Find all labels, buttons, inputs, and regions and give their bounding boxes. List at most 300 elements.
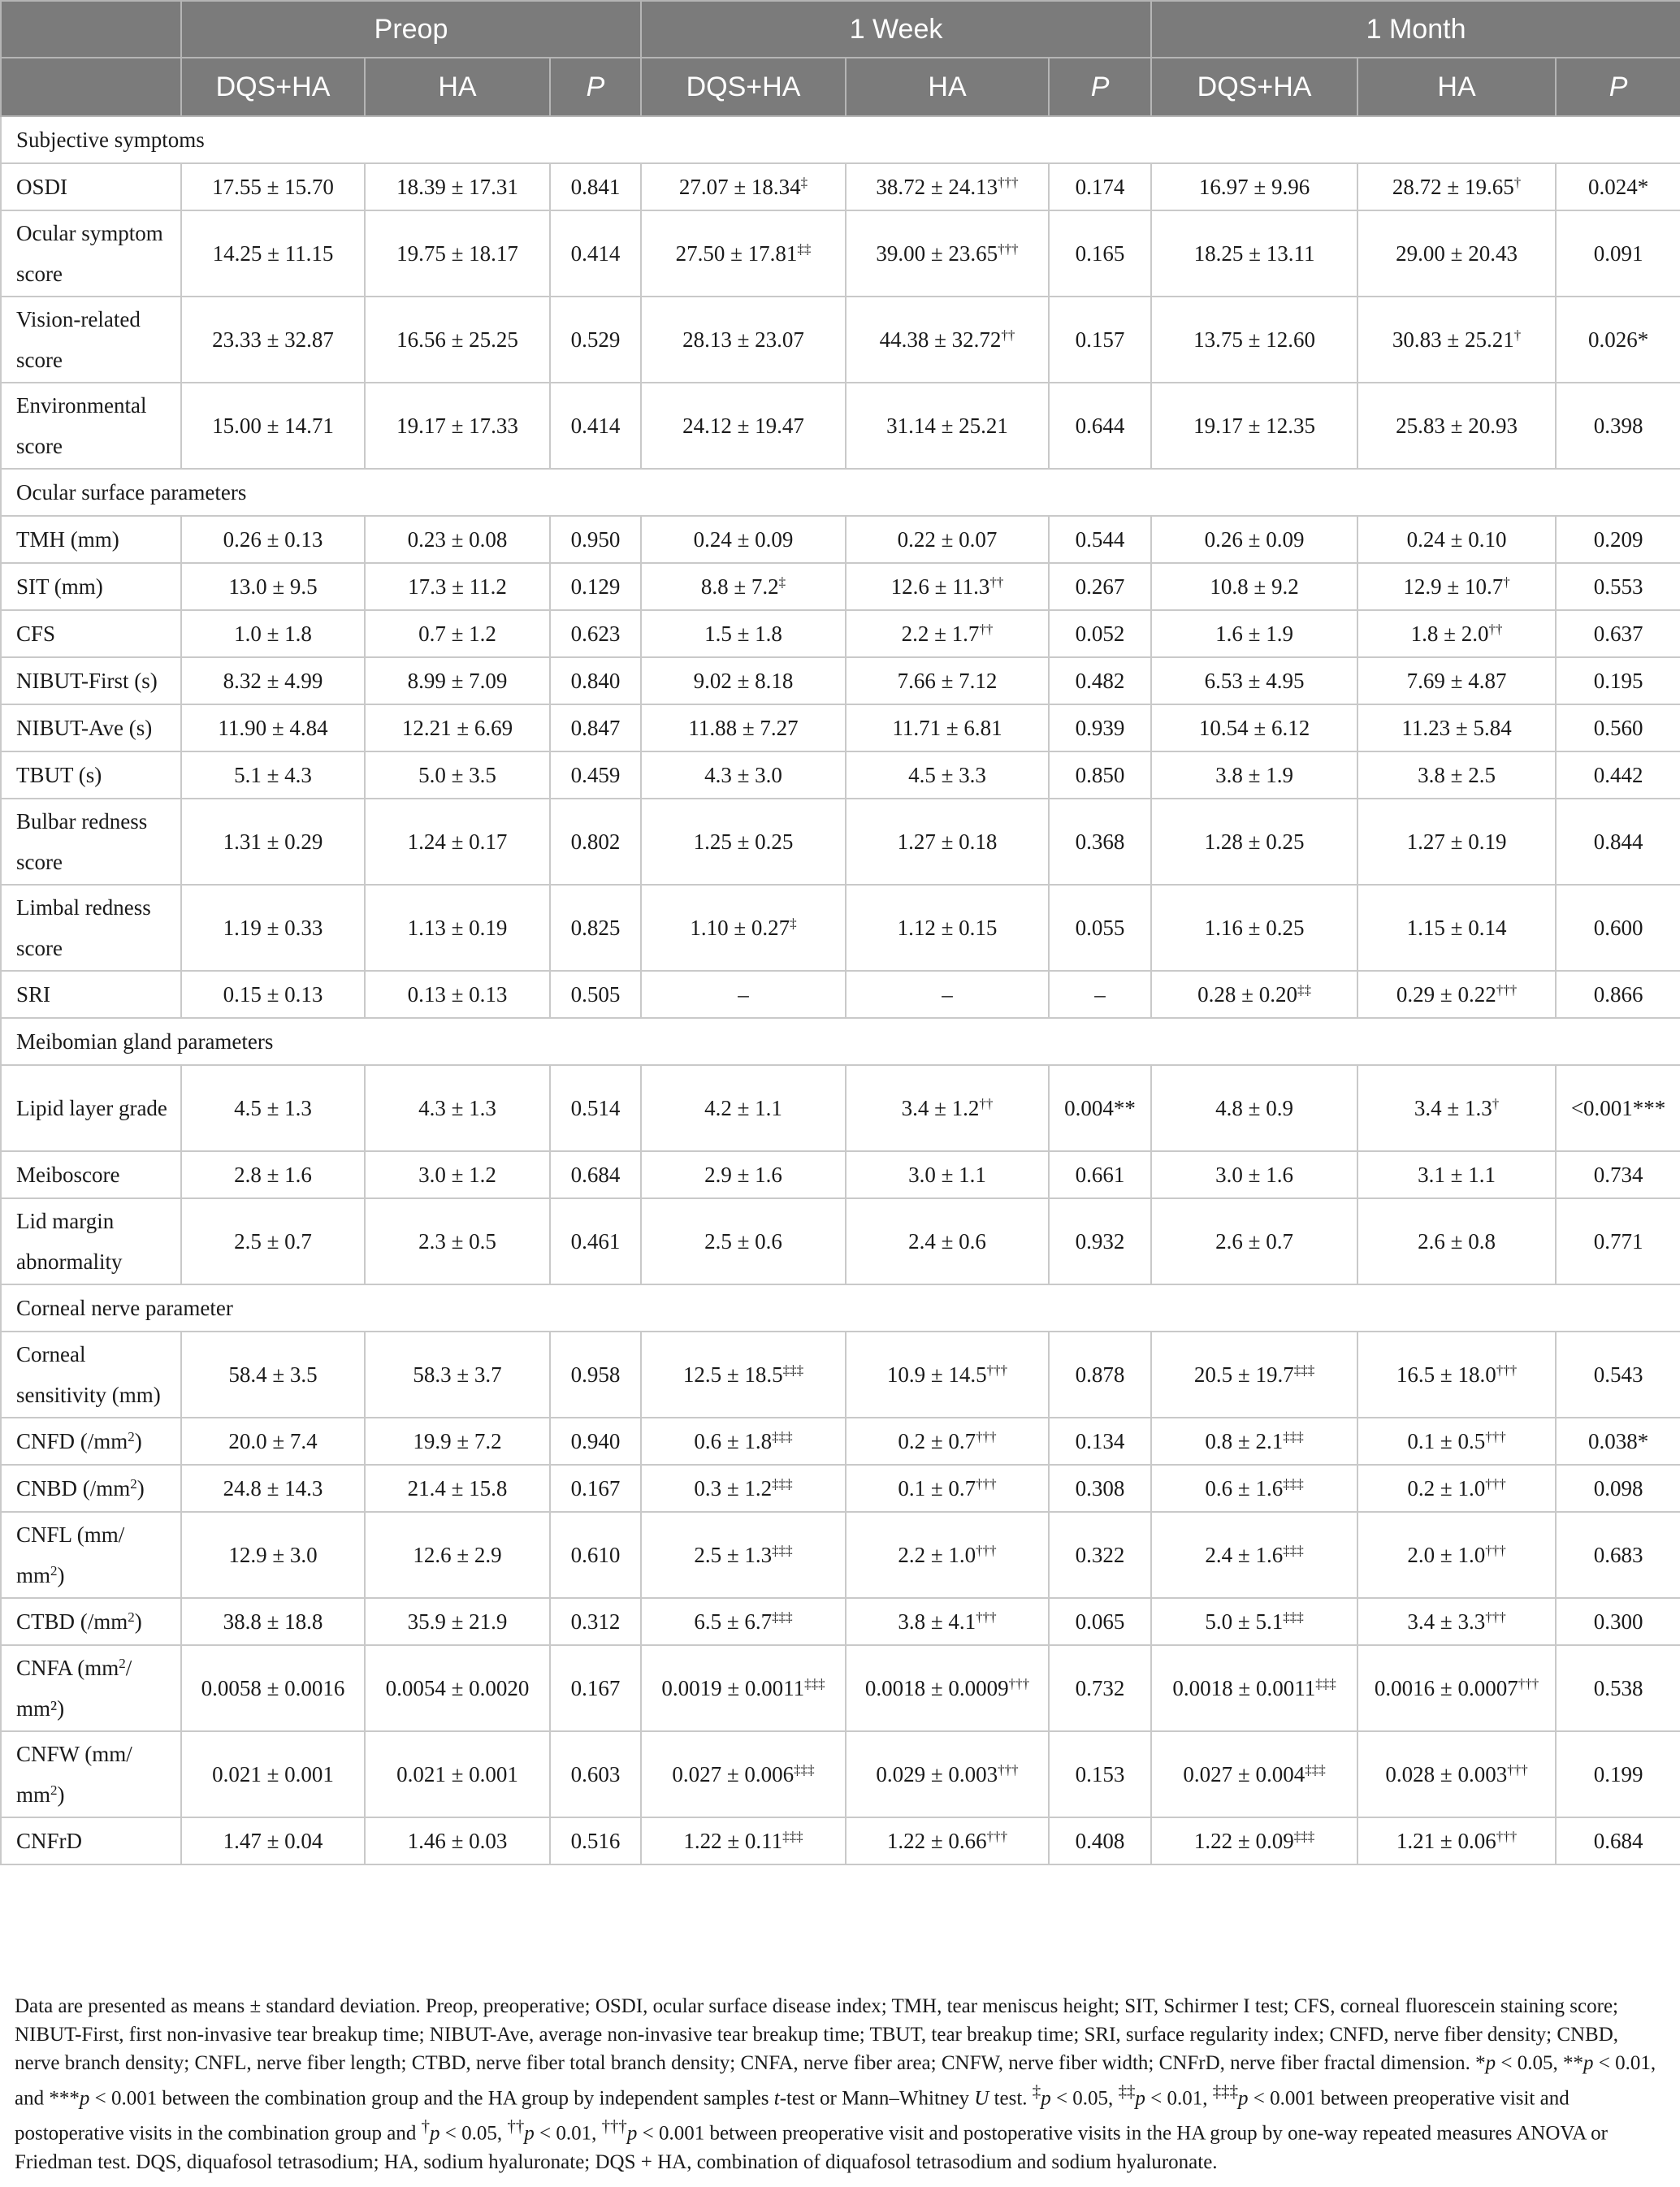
row-label [1, 1418, 181, 1465]
cell-value: 0.544 [1075, 526, 1125, 552]
value-cell [641, 799, 846, 885]
value-cell [365, 799, 550, 885]
cell-value: 5.1 ± 4.3 [234, 762, 312, 787]
p-value-cell [1556, 1065, 1680, 1151]
cell-value: 2.6 ± 0.7 [1215, 1228, 1293, 1254]
significance-mark: ††† [1507, 1761, 1528, 1778]
cell-value: 11.71 ± 6.81 [892, 715, 1002, 740]
p-value-cell [550, 163, 641, 210]
value-cell [641, 563, 846, 610]
cell-value: 14.25 ± 11.15 [212, 240, 334, 266]
table-row [1, 297, 1680, 383]
cell-value: 0.2 ± 0.7 [898, 1428, 976, 1453]
cell-value: 11.88 ± 7.27 [688, 715, 799, 740]
value-cell [1357, 657, 1556, 704]
value-cell [365, 971, 550, 1018]
row-label-tail: ) [134, 1609, 142, 1634]
cell-value: 0.939 [1075, 715, 1125, 740]
cell-value: 1.16 ± 0.25 [1204, 915, 1305, 940]
cell-value: 11.23 ± 5.84 [1401, 715, 1512, 740]
cell-value: 3.4 ± 3.3 [1407, 1609, 1486, 1634]
cell-value: 0.932 [1075, 1228, 1125, 1254]
section-title: Subjective symptoms [1, 116, 1680, 163]
significance-mark: ††† [986, 1828, 1008, 1844]
p-value-cell [1049, 610, 1151, 657]
cell-value: 0.024* [1587, 174, 1649, 199]
p-value-cell [550, 885, 641, 971]
row-label [1, 297, 181, 383]
value-cell [641, 885, 846, 971]
p-value-cell [1556, 1598, 1680, 1645]
value-cell [181, 704, 365, 751]
value-cell [846, 971, 1049, 1018]
cell-value: 0.065 [1075, 1609, 1125, 1634]
cell-value: 0.24 ± 0.10 [1406, 526, 1507, 552]
row-label [1, 1598, 181, 1645]
cell-value: 0.398 [1593, 413, 1643, 438]
significance-mark: ‡ [778, 574, 786, 590]
value-cell [641, 516, 846, 563]
cell-value: 0.866 [1593, 981, 1643, 1007]
footnote-mark: ‡‡‡ [1212, 2081, 1238, 2101]
cell-value: 0.0018 ± 0.0011 [1172, 1675, 1316, 1700]
value-cell [365, 210, 550, 297]
significance-mark: ††† [976, 1609, 997, 1625]
cell-value: 0.442 [1593, 762, 1643, 787]
cell-value: 0.28 ± 0.20 [1197, 981, 1297, 1007]
value-cell [1151, 751, 1357, 799]
cell-value: 0.038* [1587, 1428, 1649, 1453]
cell-value: 4.5 ± 1.3 [234, 1095, 312, 1120]
row-label-text: NIBUT-First (s) [16, 669, 158, 693]
significance-mark: †† [979, 621, 994, 637]
cell-value: 4.3 ± 3.0 [704, 762, 782, 787]
value-cell [181, 1512, 365, 1598]
p-value-cell [550, 1465, 641, 1512]
cell-value: 7.66 ± 7.12 [897, 668, 998, 693]
cell-value: 1.15 ± 0.14 [1406, 915, 1507, 940]
cell-value: 0.004** [1064, 1095, 1136, 1120]
table-row [1, 210, 1680, 297]
row-label [1, 1645, 181, 1731]
p-value-cell [550, 297, 641, 383]
subheader-ha: HA [365, 58, 550, 116]
significance-mark: ‡‡‡ [1283, 1475, 1304, 1492]
table-row [1, 383, 1680, 469]
significance-mark: †† [989, 574, 1004, 590]
cell-value: 0.841 [570, 174, 621, 199]
significance-mark: ‡‡‡ [1293, 1362, 1315, 1378]
cell-value: 0.055 [1075, 915, 1125, 940]
value-cell [1151, 610, 1357, 657]
value-cell [181, 297, 365, 383]
value-cell [365, 1731, 550, 1817]
row-label-text: TBUT (s) [16, 763, 102, 787]
significance-mark: ‡‡‡ [1293, 1828, 1315, 1844]
value-cell [365, 704, 550, 751]
p-value-cell [550, 563, 641, 610]
value-cell [1151, 163, 1357, 210]
p-value-cell [550, 383, 641, 469]
row-label [1, 1817, 181, 1864]
table-row [1, 1065, 1680, 1151]
value-cell [181, 163, 365, 210]
value-cell [365, 1598, 550, 1645]
cell-value: 0.529 [570, 327, 621, 352]
value-cell [365, 885, 550, 971]
cell-value: 19.75 ± 18.17 [396, 240, 518, 266]
group-header-preop: Preop [181, 1, 641, 58]
cell-value: 0.3 ± 1.2 [694, 1475, 773, 1501]
row-label-text: Bulbar redness score [16, 809, 148, 874]
value-cell [1357, 1332, 1556, 1418]
significance-mark: †† [1001, 327, 1015, 343]
value-cell [641, 1465, 846, 1512]
p-value-cell [1049, 383, 1151, 469]
p-value-cell [1556, 751, 1680, 799]
value-cell [181, 657, 365, 704]
p-value-cell [550, 1198, 641, 1284]
cell-value: 0.6 ± 1.6 [1205, 1475, 1284, 1501]
significance-mark: ††† [976, 1475, 997, 1492]
cell-value: 2.0 ± 1.0 [1407, 1542, 1486, 1567]
section-row [1, 1018, 1680, 1065]
value-cell [1357, 1817, 1556, 1864]
p-value-cell [1556, 1817, 1680, 1864]
value-cell [1151, 1645, 1357, 1731]
value-cell [846, 563, 1049, 610]
cell-value: 1.21 ± 0.06 [1396, 1828, 1496, 1853]
value-cell [1357, 1731, 1556, 1817]
value-cell [181, 1817, 365, 1864]
significance-mark: ††† [1496, 1362, 1518, 1378]
value-cell [1151, 1598, 1357, 1645]
table-row [1, 704, 1680, 751]
cell-value: 0.414 [570, 240, 621, 266]
value-cell [846, 1332, 1049, 1418]
p-value-cell [1556, 1332, 1680, 1418]
cell-value: 2.8 ± 1.6 [234, 1162, 312, 1187]
cell-value: 1.12 ± 0.15 [897, 915, 998, 940]
row-label-superscript: 2 [50, 1563, 58, 1579]
value-cell [365, 383, 550, 469]
cell-value: 0.157 [1075, 327, 1125, 352]
p-value-cell [1049, 799, 1151, 885]
value-cell [1357, 1512, 1556, 1598]
value-cell [1151, 704, 1357, 751]
cell-value: 17.3 ± 11.2 [408, 574, 507, 599]
cell-value: 0.825 [570, 915, 621, 940]
footnote-text: < 0.05, [439, 2122, 508, 2145]
p-value-cell [1049, 297, 1151, 383]
cell-value: 0.153 [1075, 1761, 1125, 1786]
p-value-cell [1049, 704, 1151, 751]
value-cell [365, 1418, 550, 1465]
value-cell [641, 210, 846, 297]
value-cell [846, 704, 1049, 751]
p-value-cell [1049, 1465, 1151, 1512]
cell-value: 1.27 ± 0.18 [897, 829, 998, 854]
value-cell [641, 1065, 846, 1151]
p-value-cell [1556, 163, 1680, 210]
table-row [1, 1731, 1680, 1817]
cell-value: <0.001*** [1570, 1095, 1666, 1120]
cell-value: 0.844 [1593, 829, 1643, 854]
value-cell [365, 163, 550, 210]
value-cell [1151, 1198, 1357, 1284]
p-value-cell [1556, 1465, 1680, 1512]
p-value-cell [550, 1418, 641, 1465]
cell-value: 0.129 [570, 574, 621, 599]
cell-value: 18.39 ± 17.31 [396, 174, 518, 199]
footnote-p-symbol: p [1041, 2087, 1051, 2110]
table-row [1, 610, 1680, 657]
p-value-cell [1049, 971, 1151, 1018]
cell-value: 0.267 [1075, 574, 1125, 599]
footnote-p-symbol: p [1238, 2087, 1249, 2110]
significance-mark: ‡‡‡ [782, 1362, 804, 1378]
significance-mark: ‡‡ [797, 240, 812, 257]
value-cell [846, 1598, 1049, 1645]
p-value-cell [550, 1065, 641, 1151]
value-cell [846, 516, 1049, 563]
row-label-text: Ocular symptom score [16, 221, 163, 286]
value-cell [181, 799, 365, 885]
value-cell [1357, 1645, 1556, 1731]
table-row [1, 1151, 1680, 1198]
value-cell [641, 1198, 846, 1284]
value-cell [1357, 1465, 1556, 1512]
cell-value: 17.55 ± 15.70 [212, 174, 334, 199]
cell-value: 0.958 [570, 1362, 621, 1387]
cell-value: – [942, 981, 953, 1007]
cell-value: 0.0054 ± 0.0020 [385, 1675, 530, 1700]
cell-value: 0.734 [1593, 1162, 1643, 1187]
p-value-cell [550, 971, 641, 1018]
cell-value: – [738, 981, 749, 1007]
row-label-text: SRI [16, 982, 51, 1007]
row-label-tail: ) [57, 1782, 65, 1807]
cell-value: 24.8 ± 14.3 [223, 1475, 323, 1501]
footnote-p-symbol: p [79, 2087, 90, 2110]
value-cell [365, 751, 550, 799]
cell-value: 0.661 [1075, 1162, 1125, 1187]
row-label [1, 210, 181, 297]
row-label [1, 1151, 181, 1198]
significance-mark: ††† [998, 174, 1019, 190]
footnote-text: < 0.01, [534, 2122, 602, 2145]
table-row [1, 1465, 1680, 1512]
value-cell [846, 163, 1049, 210]
row-label-text: CNFrD [16, 1829, 83, 1853]
cell-value: 0.1 ± 0.7 [898, 1475, 976, 1501]
cell-value: 0.0016 ± 0.0007 [1374, 1675, 1518, 1700]
cell-value: 2.4 ± 1.6 [1205, 1542, 1284, 1567]
row-label [1, 1465, 181, 1512]
cell-value: 2.9 ± 1.6 [704, 1162, 782, 1187]
cell-value: 21.4 ± 15.8 [407, 1475, 508, 1501]
cell-value: 0.029 ± 0.003 [876, 1761, 998, 1786]
significance-mark: ‡ [800, 174, 808, 190]
row-label-text: Limbal redness score [16, 895, 151, 960]
row-label-text: CNFA (mm [16, 1656, 119, 1680]
cell-value: 0.802 [570, 829, 621, 854]
cell-value: 7.69 ± 4.87 [1406, 668, 1507, 693]
row-label [1, 799, 181, 885]
row-label-superscript: 2 [119, 1656, 126, 1671]
value-cell [641, 163, 846, 210]
table-row [1, 516, 1680, 563]
value-cell [181, 210, 365, 297]
value-cell [181, 1198, 365, 1284]
p-value-cell [1556, 1198, 1680, 1284]
p-value-cell [1556, 297, 1680, 383]
cell-value: 0.322 [1075, 1542, 1125, 1567]
table-row [1, 1817, 1680, 1864]
value-cell [1357, 885, 1556, 971]
value-cell [1151, 1512, 1357, 1598]
footnote-text: < 0.05, ** [1496, 2052, 1583, 2074]
row-label-text: Environmental score [16, 393, 147, 458]
subheader-ha: HA [846, 58, 1049, 116]
table-row [1, 971, 1680, 1018]
cell-value: 3.8 ± 2.5 [1418, 762, 1496, 787]
cell-value: 0.623 [570, 621, 621, 646]
cell-value: 4.8 ± 0.9 [1215, 1095, 1293, 1120]
cell-value: 1.10 ± 0.27 [690, 915, 790, 940]
cell-value: 39.00 ± 23.65 [876, 240, 998, 266]
cell-value: 0.24 ± 0.09 [693, 526, 794, 552]
p-value-cell [1049, 1065, 1151, 1151]
p-value-cell [1049, 1418, 1151, 1465]
footnote-text: -test or Mann–Whitney [779, 2087, 975, 2110]
p-value-cell [1049, 1817, 1151, 1864]
p-value-cell [550, 704, 641, 751]
cell-value: 0.0018 ± 0.0009 [864, 1675, 1009, 1700]
cell-value: 1.47 ± 0.04 [223, 1828, 323, 1853]
significance-mark: ††† [1496, 1828, 1518, 1844]
value-cell [181, 1598, 365, 1645]
significance-mark: ‡‡‡ [1283, 1428, 1304, 1444]
cell-value: 6.5 ± 6.7 [694, 1609, 773, 1634]
value-cell [181, 610, 365, 657]
cell-value: 16.97 ± 9.96 [1198, 174, 1310, 199]
p-value-cell [1049, 1598, 1151, 1645]
p-value-cell [550, 657, 641, 704]
cell-value: 0.771 [1593, 1228, 1643, 1254]
cell-value: 0.26 ± 0.13 [223, 526, 323, 552]
value-cell [846, 610, 1049, 657]
row-label [1, 163, 181, 210]
p-value-cell [550, 799, 641, 885]
p-value-cell [1556, 1418, 1680, 1465]
cell-value: 12.9 ± 10.7 [1403, 574, 1504, 599]
cell-value: 0.553 [1593, 574, 1643, 599]
cell-value: 1.22 ± 0.66 [886, 1828, 987, 1853]
significance-mark: ‡‡‡ [794, 1761, 815, 1778]
p-value-cell [1556, 704, 1680, 751]
p-value-cell [1049, 563, 1151, 610]
value-cell [365, 1151, 550, 1198]
cell-value: 1.28 ± 0.25 [1204, 829, 1305, 854]
cell-value: 0.027 ± 0.004 [1183, 1761, 1305, 1786]
p-value-cell [1556, 885, 1680, 971]
value-cell [846, 1151, 1049, 1198]
value-cell [1151, 516, 1357, 563]
value-cell [641, 1151, 846, 1198]
value-cell [181, 383, 365, 469]
footnote-p-symbol: p [430, 2122, 440, 2145]
section-title: Ocular surface parameters [1, 469, 1680, 516]
value-cell [1151, 1332, 1357, 1418]
value-cell [846, 297, 1049, 383]
cell-value: 0.0058 ± 0.0016 [201, 1675, 345, 1700]
footnote-mark: †† [507, 2116, 525, 2137]
value-cell [181, 563, 365, 610]
cell-value: 1.22 ± 0.11 [683, 1828, 783, 1853]
value-cell [181, 1645, 365, 1731]
cell-value: 0.308 [1075, 1475, 1125, 1501]
value-cell [641, 751, 846, 799]
footnote-text: Data are presented as means ± standard deviation. Preop, preoperative; OSDI, ocular surface disease index; TMH, tear meniscus height; SIT, Schirmer I test; CFS, corneal fluorescein staining score; NIBUT-First, first non-invasive tear breakup time; NIBUT-Ave, average non-invasive tear breakup time; TBUT, tear breakup time; SRI, surface regularity index; CNFD, nerve fiber density; CNBD, nerve branch density; CNFL, nerve fiber length; CTBD, nerve fiber total branch density; CNFA, nerve fiber area; CNFW, nerve fiber width; CNFrD, nerve fiber fractal dimension. * [15, 1995, 1619, 2074]
cell-value: 0.26 ± 0.09 [1204, 526, 1305, 552]
cell-value: 2.5 ± 1.3 [694, 1542, 773, 1567]
value-cell [1357, 610, 1556, 657]
cell-value: 2.5 ± 0.6 [704, 1228, 782, 1254]
p-value-cell [550, 1151, 641, 1198]
value-cell [1151, 383, 1357, 469]
footnote-text: < 0.001 between the combination group and the HA group by independent samples [89, 2087, 774, 2110]
value-cell [846, 383, 1049, 469]
cell-value: 0.847 [570, 715, 621, 740]
row-label-superscript: 2 [130, 1476, 137, 1492]
significance-mark: † [1503, 574, 1510, 590]
row-label [1, 516, 181, 563]
value-cell [181, 1731, 365, 1817]
cell-value: 0.165 [1075, 240, 1125, 266]
cell-value: 0.538 [1593, 1675, 1643, 1700]
p-value-cell [1556, 657, 1680, 704]
cell-value: 0.312 [570, 1609, 621, 1634]
cell-value: 28.13 ± 23.07 [682, 327, 804, 352]
p-value-cell [550, 1731, 641, 1817]
table-row [1, 1332, 1680, 1418]
value-cell [1357, 383, 1556, 469]
cell-value: 0.167 [570, 1675, 621, 1700]
value-cell [1151, 1151, 1357, 1198]
value-cell [846, 1731, 1049, 1817]
cell-value: 0.684 [1593, 1828, 1643, 1853]
p-value-cell [1556, 383, 1680, 469]
cell-value: 38.72 ± 24.13 [876, 174, 998, 199]
row-label [1, 610, 181, 657]
value-cell [846, 1418, 1049, 1465]
value-cell [365, 563, 550, 610]
significance-mark: † [1513, 327, 1522, 343]
table-body [1, 116, 1680, 1864]
significance-mark: ‡‡‡ [804, 1675, 825, 1691]
value-cell [846, 1198, 1049, 1284]
p-value-cell [1049, 1151, 1151, 1198]
cell-value: 0.560 [1593, 715, 1643, 740]
cell-value: 10.54 ± 6.12 [1198, 715, 1310, 740]
p-value-cell [1556, 1645, 1680, 1731]
row-label [1, 885, 181, 971]
row-label [1, 1332, 181, 1418]
cell-value: 24.12 ± 19.47 [682, 413, 804, 438]
value-cell [641, 1645, 846, 1731]
value-cell [181, 1065, 365, 1151]
